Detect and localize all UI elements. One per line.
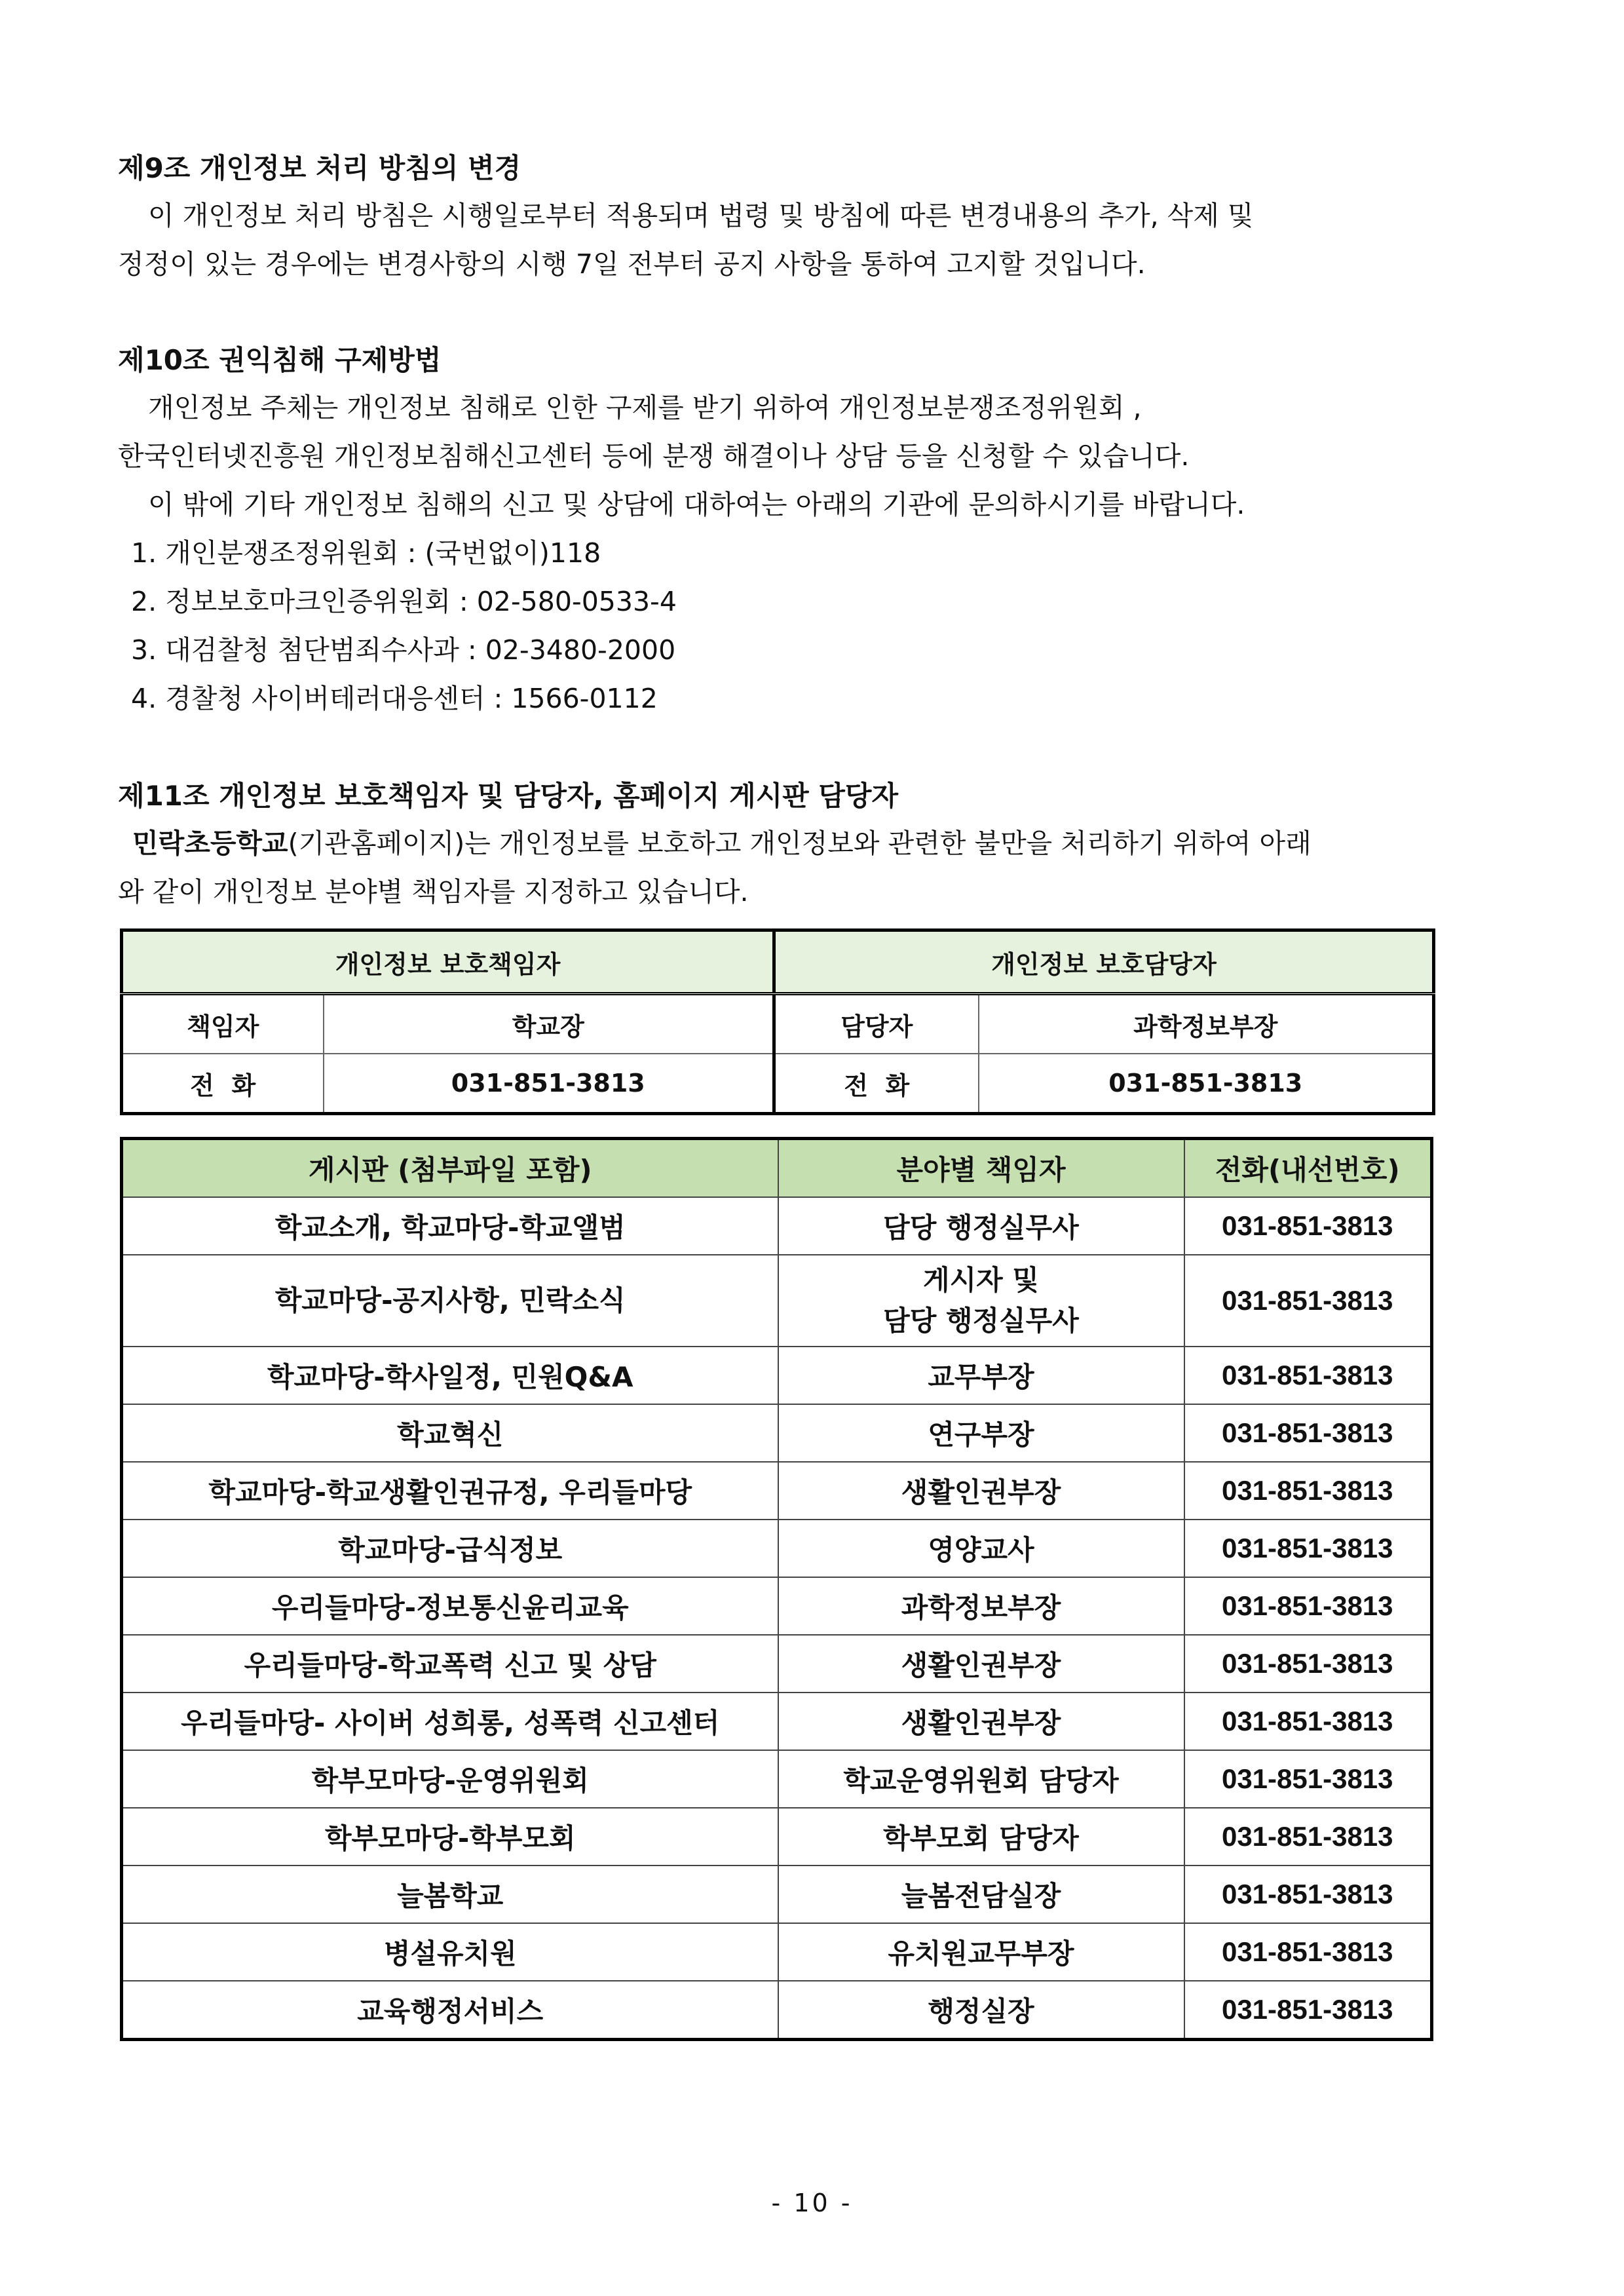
phone-cell: 031-851-3813 <box>1184 1808 1432 1866</box>
board-manager-table <box>120 1137 1433 2041</box>
board-cell: 우리들마당-학교폭력 신고 및 상담 <box>122 1635 778 1693</box>
page-number: - 10 - <box>771 2189 853 2217</box>
label-officer-phone: 전 화 <box>122 1054 324 1114</box>
value-officer-phone: 031-851-3813 <box>324 1054 774 1114</box>
board-cell: 병설유치원 <box>122 1923 778 1981</box>
board-cell: 우리들마당- 사이버 성희롱, 성폭력 신고센터 <box>122 1693 778 1750</box>
table-row <box>122 1981 1432 2040</box>
owner-cell: 생활인권부장 <box>778 1462 1184 1520</box>
section-11-body <box>118 819 1507 916</box>
phone-cell: 031-851-3813 <box>1184 1197 1432 1255</box>
owner-cell: 학부모회 담당자 <box>778 1808 1184 1866</box>
table-row <box>122 1255 1432 1347</box>
owner-cell: 늘봄전담실장 <box>778 1866 1184 1923</box>
section-10-heading: 제10조 권익침해 구제방법 <box>118 344 442 376</box>
owner-cell: 담당 행정실무사 <box>778 1197 1184 1255</box>
value-officer: 학교장 <box>324 994 774 1054</box>
section-10-body <box>118 383 1507 529</box>
owner-cell: 교무부장 <box>778 1347 1184 1404</box>
table-row <box>122 1808 1432 1866</box>
header-owner: 분야별 책임자 <box>778 1139 1184 1198</box>
section-10-line-3: 이 밖에 기타 개인정보 침해의 신고 및 상담에 대하여는 아래의 기관에 문의하시기를 바랍니다. <box>148 489 1245 520</box>
table-row <box>122 1923 1432 1981</box>
phone-cell: 031-851-3813 <box>1184 1404 1432 1462</box>
section-10-line-2: 한국인터넷진흥원 개인정보침해신고센터 등에 분쟁 해결이나 상담 등을 신청할 수 있습니다. <box>118 440 1190 472</box>
list-item: 2. 정보보호마크인증위원회 : 02-580-0533-4 <box>131 586 677 617</box>
board-cell: 우리들마당-정보통신윤리교육 <box>122 1577 778 1635</box>
board-cell: 학교소개, 학교마당-학교앨범 <box>122 1197 778 1255</box>
owner-cell: 학교운영위원회 담당자 <box>778 1750 1184 1808</box>
owner-cell: 영양교사 <box>778 1520 1184 1577</box>
label-manager-phone: 전 화 <box>774 1054 979 1114</box>
table-row <box>122 1404 1432 1462</box>
phone-cell: 031-851-3813 <box>1184 1635 1432 1693</box>
table-row <box>122 1197 1432 1255</box>
owner-cell: 과학정보부장 <box>778 1577 1184 1635</box>
board-cell: 학교혁신 <box>122 1404 778 1462</box>
label-officer: 책임자 <box>122 994 324 1054</box>
contact-list <box>131 529 677 723</box>
board-table-body <box>122 1197 1432 2040</box>
phone-cell: 031-851-3813 <box>1184 1462 1432 1520</box>
board-cell: 늘봄학교 <box>122 1866 778 1923</box>
board-cell: 학부모마당-학부모회 <box>122 1808 778 1866</box>
owner-cell: 생활인권부장 <box>778 1693 1184 1750</box>
value-manager-phone: 031-851-3813 <box>979 1054 1434 1114</box>
section-11-line-2: 와 같이 개인정보 분야별 책임자를 지정하고 있습니다. <box>118 876 749 908</box>
table-row <box>122 1750 1432 1808</box>
header-phone: 전화(내선번호) <box>1184 1139 1432 1198</box>
list-item: 4. 경찰청 사이버테러대응센터 : 1566-0112 <box>131 683 658 714</box>
phone-cell: 031-851-3813 <box>1184 1981 1432 2040</box>
school-name: 민락초등학교 <box>132 828 288 859</box>
table-row <box>122 1866 1432 1923</box>
owner-cell: 생활인권부장 <box>778 1635 1184 1693</box>
value-manager: 과학정보부장 <box>979 994 1434 1054</box>
header-privacy-manager: 개인정보 보호담당자 <box>774 930 1434 994</box>
phone-cell: 031-851-3813 <box>1184 1693 1432 1750</box>
owner-cell: 연구부장 <box>778 1404 1184 1462</box>
privacy-officer-table <box>120 928 1435 1115</box>
label-manager: 담당자 <box>774 994 979 1054</box>
phone-cell: 031-851-3813 <box>1184 1347 1432 1404</box>
section-9-line-2: 정정이 있는 경우에는 변경사항의 시행 7일 전부터 공지 사항을 통하여 고지할 것입니다. <box>118 248 1146 280</box>
list-item: 1. 개인분쟁조정위원회 : (국번없이)118 <box>131 537 601 569</box>
section-9-body <box>118 191 1507 288</box>
section-9-line-1: 이 개인정보 처리 방침은 시행일로부터 적용되며 법령 및 방침에 따른 변경내용의 추가, 삭제 및 <box>148 200 1254 231</box>
phone-cell: 031-851-3813 <box>1184 1750 1432 1808</box>
table-row <box>122 1693 1432 1750</box>
board-cell: 학교마당-공지사항, 민락소식 <box>122 1255 778 1347</box>
section-10-line-1: 개인정보 주체는 개인정보 침해로 인한 구제를 받기 위하여 개인정보분쟁조정위원회 , <box>148 392 1142 423</box>
owner-cell: 행정실장 <box>778 1981 1184 2040</box>
table-row <box>122 1520 1432 1577</box>
owner-line: 담당 행정실무사 <box>883 1305 1079 1337</box>
owner-line: 게시자 및 <box>923 1264 1039 1296</box>
phone-cell: 031-851-3813 <box>1184 1577 1432 1635</box>
header-board: 게시판 (첨부파일 포함) <box>122 1139 778 1198</box>
list-item: 3. 대검찰청 첨단범죄수사과 : 02-3480-2000 <box>131 634 676 666</box>
board-cell: 학교마당-학교생활인권규정, 우리들마당 <box>122 1462 778 1520</box>
phone-cell: 031-851-3813 <box>1184 1255 1432 1347</box>
board-cell: 교육행정서비스 <box>122 1981 778 2040</box>
table-row <box>122 1577 1432 1635</box>
table-row <box>122 1347 1432 1404</box>
section-11-line-1 <box>118 819 1507 868</box>
board-cell: 학교마당-학사일정, 민원Q&A <box>122 1347 778 1404</box>
phone-cell: 031-851-3813 <box>1184 1520 1432 1577</box>
owner-cell <box>778 1255 1184 1347</box>
phone-cell: 031-851-3813 <box>1184 1866 1432 1923</box>
phone-cell: 031-851-3813 <box>1184 1923 1432 1981</box>
section-9-heading: 제9조 개인정보 처리 방침의 변경 <box>118 152 521 184</box>
section-11-heading: 제11조 개인정보 보호책임자 및 담당자, 홈페이지 게시판 담당자 <box>118 780 899 812</box>
owner-cell: 유치원교무부장 <box>778 1923 1184 1981</box>
section-11-line-1-rest: (기관홈페이지)는 개인정보를 보호하고 개인정보와 관련한 불만을 처리하기 위하여 아래 <box>288 828 1312 859</box>
board-cell: 학부모마당-운영위원회 <box>122 1750 778 1808</box>
board-cell: 학교마당-급식정보 <box>122 1520 778 1577</box>
table-row <box>122 1635 1432 1693</box>
table-row <box>122 1462 1432 1520</box>
header-privacy-officer: 개인정보 보호책임자 <box>122 930 774 994</box>
